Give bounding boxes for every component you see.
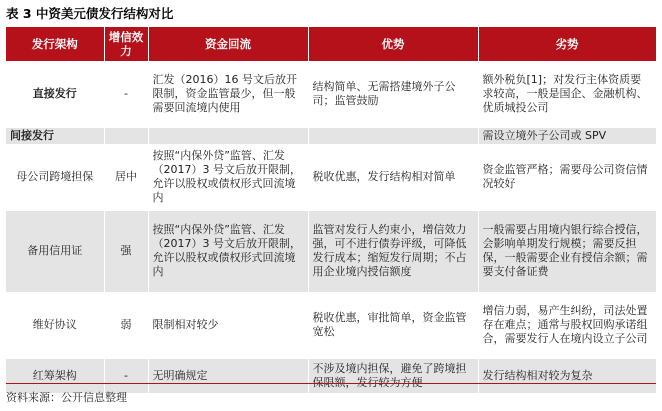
cell-strength: - [104,358,148,393]
cell-structure: 母公司跨境担保 [6,144,104,210]
cell-cons: 一般需要占用境内银行综合授信，会影响单期发行规模；需要反担保，一般需要企业有授信余额；需要支付备证费 [478,210,656,292]
cell-strength: 弱 [104,292,148,358]
table-bottom-rule [6,383,656,384]
comparison-table [6,27,657,393]
cell-pros: 监管对发行人约束小，增信效力强，可不进行债券评级，可降低发行成本；缩短发行周期；不占用企业境内授信额度 [308,210,478,292]
cell-structure: 间接发行 [6,127,104,144]
cell-cons: 需设立境外子公司或 SPV [478,127,656,144]
cell-pros [308,127,478,144]
cell-flow: 限制相对较少 [148,292,308,358]
cell-structure: 红筹架构 [6,358,104,393]
cell-flow: 无明确规定 [148,358,308,393]
cell-cons: 增信力弱，易产生纠纷，司法处置存在难点；通常与股权回购承诺组合，需要发行人在境内设立子公司 [478,292,656,358]
cell-flow: 按照“内保外贷”监管、汇发（2017）3 号文后放开限制，允许以股权或债权形式回流境内 [148,210,308,292]
cell-strength [104,127,148,144]
header-cons: 劣势 [478,27,656,61]
cell-pros: 不涉及境内担保，避免了跨境担保限额，发行较为方便 [308,358,478,393]
cell-cons: 额外税负[1]；对发行主体资质要求较高，一般是国企、金融机构、优质城投公司 [478,61,656,127]
cell-flow [148,127,308,144]
header-pros: 优势 [308,27,478,61]
table-row [6,144,656,210]
table-row [6,210,656,292]
cell-strength: 强 [104,210,148,292]
header-flow: 资金回流 [148,27,308,61]
table-row [6,292,656,358]
table-title: 表 3 中资美元债发行结构对比 [6,6,174,21]
cell-structure: 维好协议 [6,292,104,358]
table-header-row [6,27,656,61]
table-row [6,127,656,144]
cell-flow: 汇发（2016）16 号文后放开限制，资金监管最少，但一般需要回流境内使用 [148,61,308,127]
cell-pros: 税收优惠，发行结构相对简单 [308,144,478,210]
table-row [6,358,656,393]
source-note: 资料来源：公开信息整理 [6,391,127,404]
cell-flow: 按照“内保外贷”监管、汇发（2017）3 号文后放开限制，允许以股权或债权形式回流境内 [148,144,308,210]
cell-structure: 直接发行 [6,61,104,127]
header-strength: 增信效力 [104,27,148,61]
cell-cons: 资金监管严格；需要母公司资信情况较好 [478,144,656,210]
cell-strength: 居中 [104,144,148,210]
cell-cons: 发行结构相对较为复杂 [478,358,656,393]
cell-strength: - [104,61,148,127]
cell-structure: 备用信用证 [6,210,104,292]
table-row [6,61,656,127]
cell-pros: 结构简单、无需搭建境外子公司；监管鼓励 [308,61,478,127]
header-structure: 发行架构 [6,27,104,61]
cell-pros: 税收优惠，审批简单，资金监管宽松 [308,292,478,358]
